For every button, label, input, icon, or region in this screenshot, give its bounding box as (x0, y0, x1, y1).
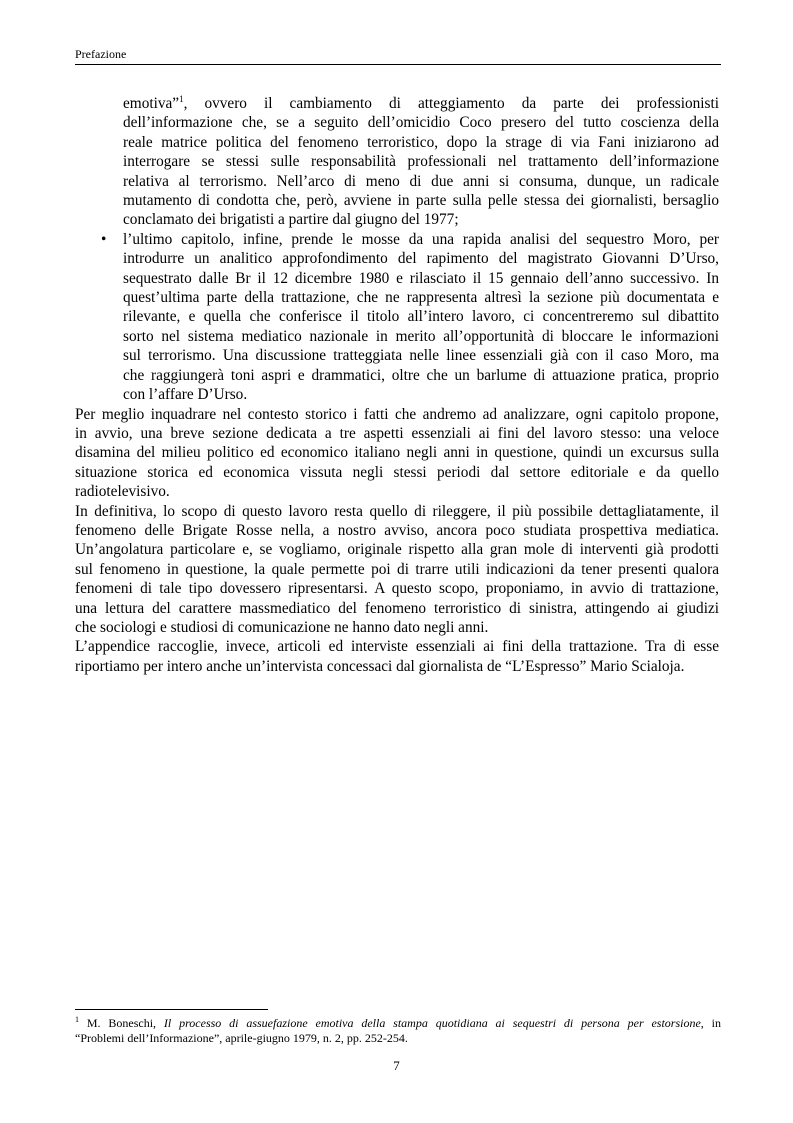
footnote-rule (75, 1009, 268, 1010)
text-line: che raggiungerà toni aspri e drammatici, oltre che un barlume di attuazione pratica, proprio (123, 366, 719, 384)
paragraph-context (75, 405, 719, 502)
bullet-marker: • (101, 230, 107, 248)
footnote-number: 1 (75, 1015, 79, 1024)
text-line: L’appendice raccoglie, invece, articoli ed interviste essenziali ai fini della trattazione. Tra di esse (75, 638, 719, 656)
text-line: fenomeno delle Brigate Rosse nella, a nostro avviso, ancora poco studiata prospettiva mediatica. (75, 521, 719, 539)
footnote-author: M. Boneschi, (79, 1016, 164, 1030)
text-line: situazione storica ed economica vissuta negli stessi periodi dal settore editoriale e da quello (75, 463, 719, 481)
running-header: Prefazione (75, 47, 127, 61)
text-line: introdurre un analitico approfondimento del rapimento del magistrato Giovanni D’Urso, (123, 250, 719, 268)
text-line: con l’affare D’Urso. (123, 386, 248, 404)
text-line: emotiva”$^1$, ovvero il cambiamento di atteggiamento da parte dei professionisti (123, 94, 719, 112)
text-line: mutamento di condotta che, però, avviene in parte sulla pelle stessa dei giornalisti, bersaglio (123, 192, 719, 210)
text-line: sequestrato dalle Br il 12 dicembre 1980 e rilasciato il 15 gennaio dell’anno successivo. In (123, 269, 719, 287)
footnote-line (75, 1016, 721, 1031)
page-number: 7 (393, 1058, 400, 1073)
text-line: relativa al terrorismo. Nell’arco di meno di due anni si consuma, dunque, un radicale (123, 172, 719, 190)
text-line: disamina del milieu politico ed economico italiano negli anni in questione, quindi un excursus sulla (75, 444, 719, 462)
text-line: una lettura del carattere massmediatico del fenomeno terroristico di sinistra, attingendo ai giudizi (75, 599, 719, 617)
text-line: rilevante, e quella che conferisce il titolo all’intero lavoro, ci concentreremo sul dibattito (123, 308, 719, 326)
text-line: Un’angolatura particolare e, se vogliamo, originale rispetto alla gran mole di interventi già prodotti (75, 541, 719, 559)
text-line: in avvio, una breve sezione dedicata a tre aspetti essenziali ai fini del lavoro stesso: una veloce (75, 424, 719, 442)
text-line: reale matrice politica del fenomeno terroristico, dopo la strage di via Fani iniziarono ad (123, 133, 719, 151)
text-line: sul terrorismo. Una discussione tratteggiata nelle linee essenziali già con il caso Moro, ma (123, 347, 719, 365)
text-line: In definitiva, lo scopo di questo lavoro resta quello di rileggere, il più possibile dettagliatamente, il (75, 502, 719, 520)
bullet-item-last-chapter (75, 230, 719, 405)
footnote (75, 1016, 721, 1046)
bullet-item-continuation (75, 94, 719, 230)
paragraph-appendix (75, 637, 719, 676)
footnote-reference: 1 (179, 94, 184, 104)
text-line: radiotelevisivo. (75, 483, 170, 501)
text-line: l’ultimo capitolo, infine, prende le mosse da una rapida analisi del sequestro Moro, per (123, 230, 719, 248)
text-line: quest’ultima parte della trattazione, che ne rappresenta altresì la sezione più documentata e (123, 289, 719, 307)
text-line: Per meglio inquadrare nel contesto storico i fatti che andremo ad analizzare, ogni capitolo propone, (75, 405, 719, 423)
paragraph-purpose (75, 502, 719, 638)
footnote-source: “Problemi dell’Informazione”, aprile-giugno 1979, n. 2, pp. 252-254. (75, 1031, 408, 1045)
footnote-in: , in (700, 1016, 721, 1030)
text-line: sorto nel sistema mediatico nazionale in merito all’opportunità di bloccare le informazioni (123, 327, 719, 345)
text-line: che sociologi e studiosi di comunicazione ne hanno dato negli anni. (75, 618, 489, 636)
text-line: fenomeni di tale tipo dovessero ripresentarsi. A questo scopo, proponiamo, in avvio di trattazione, (75, 580, 719, 598)
text-line: conclamato dei brigatisti a partire dal giugno del 1977; (123, 211, 459, 229)
page-body (75, 94, 719, 676)
footnote-title: Il processo di assuefazione emotiva della stampa quotidiana ai sequestri di persona per estorsione (163, 1016, 701, 1030)
text-line: riportiamo per intero anche un’intervista concessaci dal giornalista de “L’Espresso” Mario Scialoja. (75, 657, 685, 675)
text-line: sul fenomeno in questione, la quale permette poi di trarre utili indicazioni da tener presenti qualora (75, 560, 719, 578)
text-line: interrogare se stessi sulle responsabilità professionali nel trattamento dell’informazione (123, 153, 719, 171)
header-rule (75, 64, 721, 65)
text-line: dell’informazione che, se a seguito dell’omicidio Coco presero del tutto coscienza della (123, 114, 719, 132)
